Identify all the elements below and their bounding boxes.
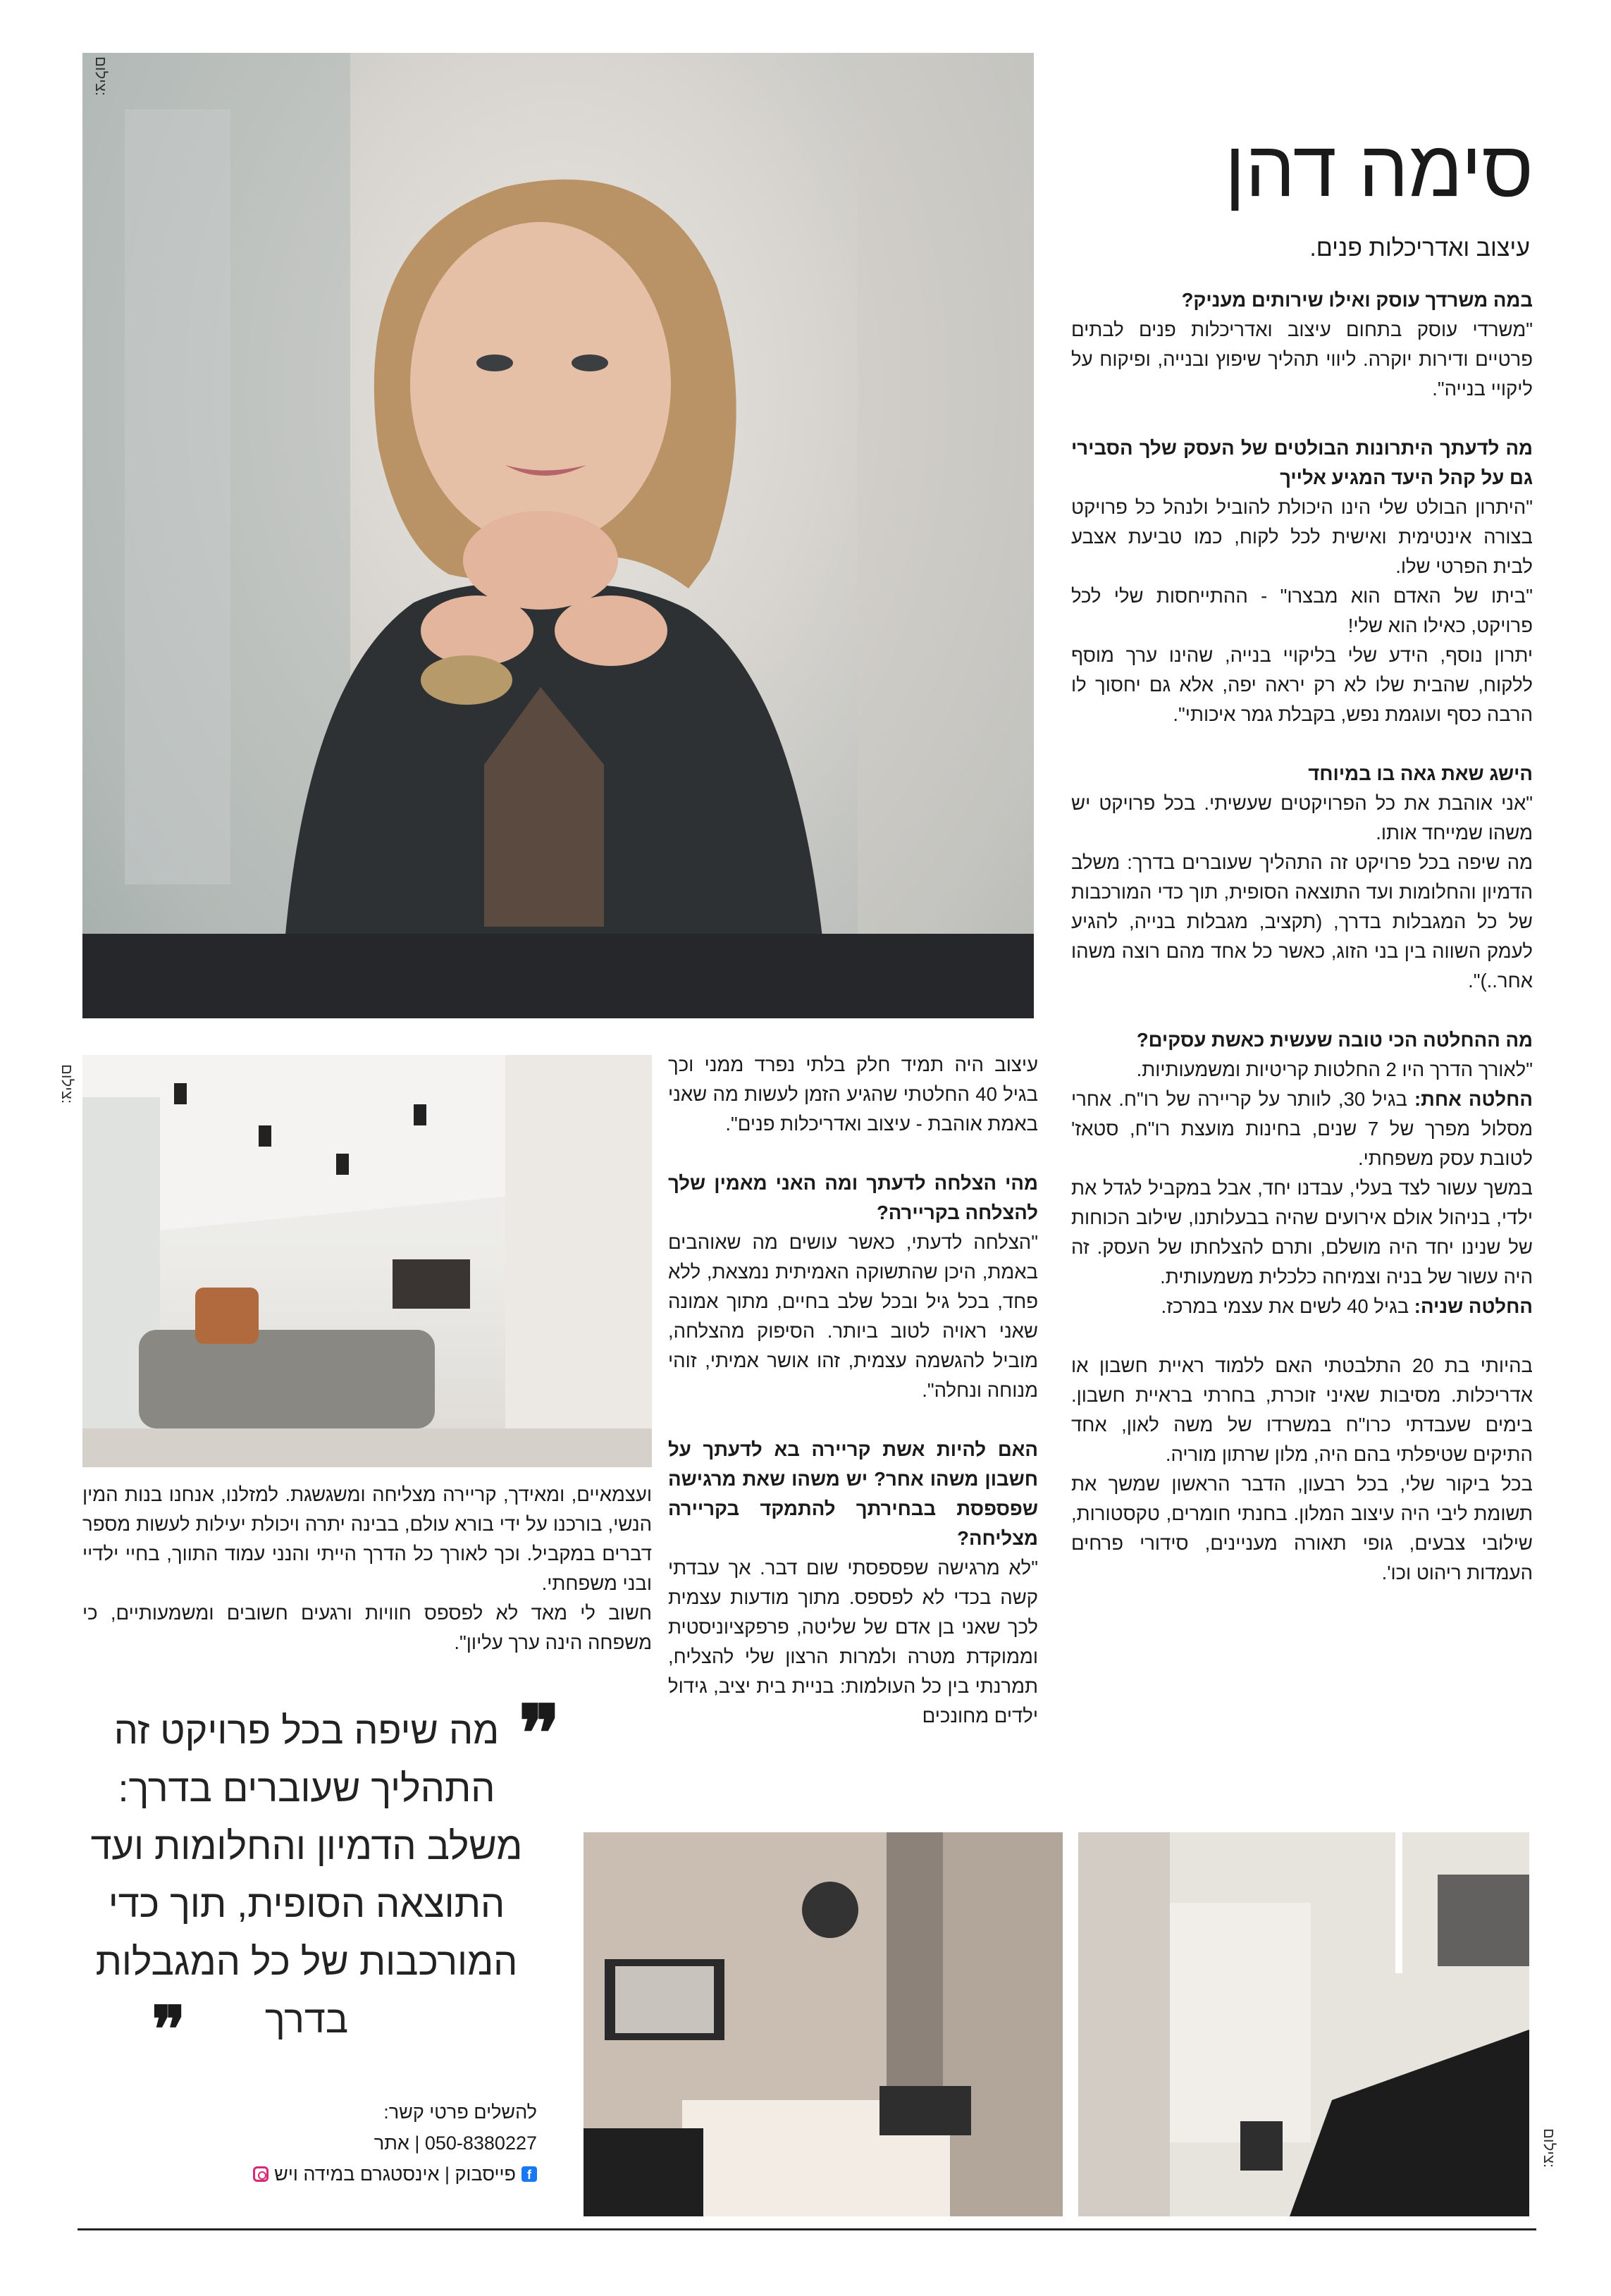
contact-heading: להשלים פרטי קשר: xyxy=(383,2101,537,2123)
portrait-photo xyxy=(82,53,1034,1018)
pull-quote xyxy=(88,1688,560,2067)
interview-question: האם להיות אשת קריירה בא לדעתך על חשבון משהו אחר? יש משהו שאת מרגישה שפספסת בבחירתך להתמקד בקריירה מצליחה? xyxy=(668,1438,1038,1549)
paragraph-gap xyxy=(668,1139,1038,1168)
paragraph-gap xyxy=(668,1405,1038,1435)
paragraph-gap xyxy=(1071,404,1533,433)
interview-answer: "לא מרגישה שפספסתי שום דבר. אך עבדתי קשה בכדי לא לפספס. מתוך מודעות עצמית לכך שאני בן אדם של שליטה, פרפקציוניסטית וממוקדת מטרה ולמרות הרצון שלי להצליח, תמרנתי בין כל העולמות: בניית בית יציב, גידול ילדים מחונכים xyxy=(668,1557,1038,1727)
contact-phone: 050-8380227 | אתר xyxy=(374,2133,537,2154)
interview-answer: מה שיפה בכל פרויקט זה התהליך שעוברים בדרך: משלב הדמיון והחלומות ועד התוצאה הסופית, תוך כדי המורכבות של כל המגבלות בדרך, (תקציב, מגבלות בנייה, להגיע לעמק השווה בין בני הזוג, כאשר כל אחד מהם רוצה משהו אחר..)". xyxy=(1071,851,1533,992)
paragraph-gap xyxy=(1071,1321,1533,1351)
interview-question: הישג שאת גאה בו במיוחד xyxy=(1308,763,1533,784)
paragraph-gap xyxy=(1071,729,1533,759)
interview-answer: עיצוב היה תמיד חלק בלתי נפרד ממני וכך בגיל 40 החלטתי שהגיע הזמן לעשות מה שאני באמת אוהבת - עיצוב ואדריכלות פנים". xyxy=(668,1054,1038,1135)
facebook-icon[interactable]: f xyxy=(521,2166,537,2182)
page-subtitle: עיצוב ואדריכלות פנים. xyxy=(1309,235,1530,261)
interview-answer: "ביתו של האדם הוא מבצרו" - ההתייחסות שלי לכל פרויקט, כאילו הוא שלי! xyxy=(1071,585,1533,636)
pull-quote-text: מה שיפה בכל פרויקט זה התהליך שעוברים בדרך: משלב הדמיון והחלומות ועד התוצאה הסופית, תוך כדי המורכבות של כל המגבלות בדרך xyxy=(90,1710,523,2041)
answer-lead: החלטה אחת: xyxy=(1414,1088,1533,1110)
paragraph-gap xyxy=(1071,996,1533,1025)
answer-text: בגיל 30, לוותר על קריירה של רו"ח. אחרי מסלול מפרך של 7 שנים, בחינות מועצת רו"ח, סטאז' לטובת עסק משפחתי. xyxy=(1071,1088,1533,1169)
living-room-credit: צילום: xyxy=(58,1064,76,1104)
interview-answer: ועצמאיים, ומאידך, קריירה מצליחה ומשגשגת. למזלנו, אנחנו בנות המין הנשי, בורכנו על ידי בורא עולם, בבינה יתרה ויכולת יעילות לעשות מספר דברים במקביל. וכך לאורך כל הדרך הייתי והנני עמוד התווך, בחיי ילדיי ובני משפחתי. xyxy=(82,1483,652,1594)
interview-answer xyxy=(1071,1292,1533,1321)
interview-answer: במשך עשור לצד בעלי, עבדנו יחד, אבל במקביל לגדל את ילדי, בניהול אולם אירועים שהיה בבעלותנו, שילוב הכוחות של שנינו יחד היה מושלם, ותרם להצלחתו של העסק. זה היה עשור של בניה וצמיחה כלכלית משמעותית. xyxy=(1071,1177,1533,1288)
kitchen-credit: צילום: xyxy=(1541,2128,1558,2168)
interview-answer: יתרון נוסף, הידע שלי בליקויי בנייה, שהינו ערך מוסף ללקוח, שהבית שלו לא רק יראה יפה, אלא גם יחסוך לו הרבה כסף ועוגמת נפש, בקבלת גמר איכותי". xyxy=(1071,644,1533,725)
bottom-rule xyxy=(78,2228,1536,2230)
interview-answer: בהיותי בת 20 התלבטתי האם ללמוד ראיית חשבון או אדריכלות. מסיבות שאיני זוכרת, בחרתי בראיית חשבון. בימים שעבדתי כרו"ח במשרדו של משה לאון, אחד התיקים שטיפלתי בהם היה, מלון שרתון מוריה. xyxy=(1071,1354,1533,1465)
right-column xyxy=(1071,285,1533,1588)
bedroom-photo xyxy=(584,1832,1063,2216)
interview-question: מה ההחלטה הכי טובה שעשית כאשת עסקים? xyxy=(1136,1029,1533,1051)
interview-answer: "הצלחה לדעתי, כאשר עושים מה שאוהבים באמת, היכן שהתשוקה האמיתית נמצאת, ללא פחד, בכל גיל ובכל שלב בחיים, מתוך אמונה שאני ראויה לטוב ביותר. הסיפוק מהצלחה, מוביל להגשמה עצמית, זהו אושר אמיתי, זוהי מנוחה ונחלה". xyxy=(668,1231,1038,1401)
contact-social-label: פייסבוק | אינסטגרם במידה ויש xyxy=(274,2164,516,2185)
interview-question: מה לדעתך היתרונות הבולטים של העסק שלך הסבירי גם על קהל היעד המגיע אלייך xyxy=(1071,437,1533,488)
interview-answer: "משרדי עוסק בתחום עיצוב ואדריכלות פנים לבתים פרטיים ודירות יוקרה. ליווי תהליך שיפוץ ובנייה, ופיקוח על ליקויי בנייה". xyxy=(1071,319,1533,400)
quote-open-icon: ❞ xyxy=(518,1688,560,1779)
interview-answer: "אני אוהבת את כל הפרויקטים שעשיתי. בכל פרויקט יש משהו שמייחד אותו. xyxy=(1071,792,1533,844)
living-room-photo xyxy=(82,1055,652,1467)
page-title: סימה דהן xyxy=(1224,125,1533,213)
left-column xyxy=(82,1480,652,1658)
contact-block xyxy=(190,2097,537,2190)
interview-question: מהי הצלחה לדעתך ומה האני מאמין שלך להצלחה בקריירה? xyxy=(668,1172,1038,1223)
interview-answer xyxy=(1071,1085,1533,1173)
middle-column xyxy=(668,1050,1038,1731)
instagram-icon[interactable] xyxy=(253,2166,268,2182)
interview-answer: "לאורך הדרך היו 2 החלטות קריטיות ומשמעותיות. xyxy=(1136,1058,1533,1080)
interview-answer: בכל ביקור שלי, בכל רבעון, הדבר הראשון שמשך את תשומת ליבי היה עיצוב המלון. בחנתי חומרים, טקסטורות, שילובי צבעים, גופי תאורה מעניינים, סידורי פרחים העמדות ריהוט וכו'. xyxy=(1071,1473,1533,1584)
interview-answer: חשוב לי מאד לא לפספס חוויות ורגעים חשובים ומשמעותיים, כי משפחה הינה ערך עליון". xyxy=(82,1602,652,1653)
photo-credit: צילום: xyxy=(92,56,110,97)
contact-social xyxy=(190,2159,537,2190)
kitchen-photo xyxy=(1078,1832,1529,2216)
interview-answer: "היתרון הבולט שלי הינו היכולת להוביל ולנהל כל פרויקט בצורה אינטימית ואישית לכל לקוח, כמו טביעת אצבע לבית הפרטי שלו. xyxy=(1071,496,1533,577)
answer-text: בגיל 40 לשים את עצמי במרכז. xyxy=(1161,1295,1414,1317)
quote-close-icon: ❞ xyxy=(152,1992,186,2067)
answer-lead: החלטה שניה: xyxy=(1414,1295,1533,1317)
interview-question: במה משרדך עוסק ואילו שירותים מעניק? xyxy=(1181,289,1533,311)
